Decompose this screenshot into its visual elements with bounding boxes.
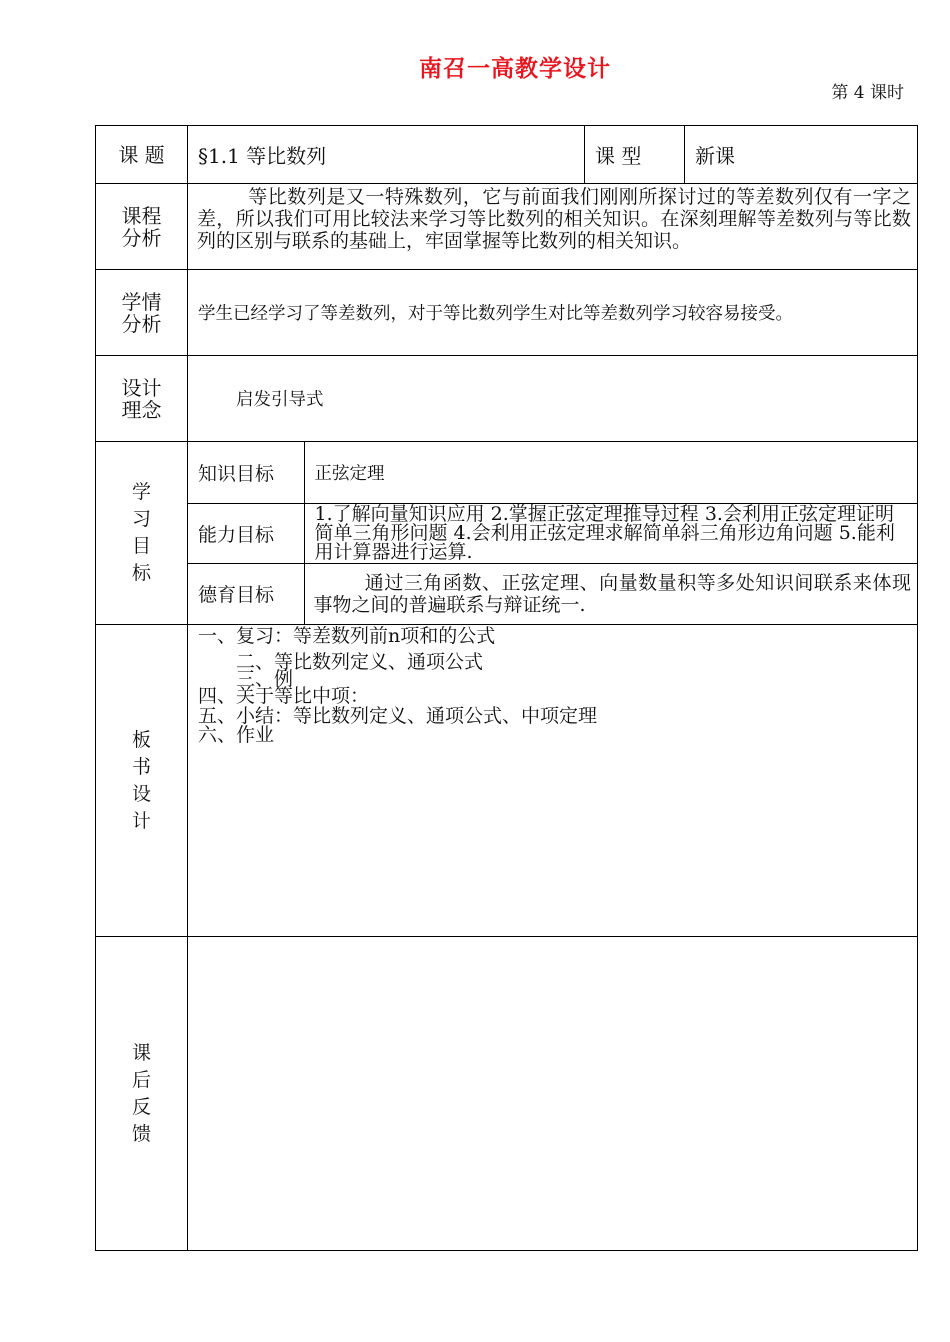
student-analysis-text: 学生已经学习了等差数列，对于等比数列学生对比等差数列学习较容易接受。 [188,270,918,356]
design-concept-label-line1: 设计 [121,375,162,400]
feedback-label-char: 后 [131,1068,151,1091]
knowledge-goal-row [188,442,917,503]
moral-goal-label: 德育目标 [188,563,304,624]
page-title: 南召一高教学设计 [419,55,611,82]
topic-value: §1.1 等比数列 [188,126,585,184]
board-line: 一、复习：等差数列前n项和的公式 [198,625,496,647]
design-concept-text: 启发引导式 [188,356,918,442]
design-concept-label [96,356,188,442]
board-design-label-char: 板 [131,728,151,751]
goals-label [96,442,188,625]
ability-goal-row [188,503,917,563]
feedback-label-char: 反 [131,1095,151,1118]
board-design-label [96,625,188,937]
moral-goal-row [188,563,917,624]
course-analysis-label-line2: 分析 [121,225,162,250]
feedback-content [188,937,918,1251]
student-analysis-label-line1: 学情 [121,289,162,314]
course-analysis-label-line1: 课程 [121,203,162,228]
board-design-content [188,625,918,937]
moral-goal-text: 通过三角函数、正弦定理、向量数量积等多处知识间联系来体现事物之间的普遍联系与辩证统一. [304,563,917,624]
goals-label-char: 习 [131,508,151,530]
board-design-label-char: 计 [131,809,151,832]
student-analysis-label-line2: 分析 [121,311,162,336]
type-label: 课 型 [585,126,685,184]
goals-label-char: 学 [131,481,151,503]
type-value: 新课 [685,126,918,184]
topic-label: 课 题 [96,126,188,184]
lesson-plan-table [95,125,918,1251]
design-concept-row [96,356,918,442]
board-line: 六、作业 [198,724,275,746]
feedback-row [96,937,918,1251]
knowledge-goal-label: 知识目标 [188,442,304,503]
goals-detail [188,442,918,625]
goals-subtable [188,442,917,624]
board-line: 三、例 [236,668,294,690]
board-line: 四、关于等比中项： [198,685,370,707]
board-design-row [96,625,918,937]
course-analysis-text: 等比数列是又一特殊数列，它与前面我们刚刚所探讨过的等差数列仅有一字之差，所以我们可用比较法来学习等比数列的相关知识。在深刻理解等差数列与等比数列的区别与联系的基础上，牢固掌握等比数列的相关知识。 [188,184,918,270]
course-analysis-row [96,184,918,270]
board-design-label-char: 设 [131,782,151,805]
feedback-label-char: 馈 [131,1122,151,1145]
ability-goal-text: 1.了解向量知识应用 2.掌握正弦定理推导过程 3.会利用正弦定理证明简单三角形问题 4.会利用正弦定理求解简单斜三角形边角问题 5.能利用计算器进行运算. [304,503,917,563]
course-analysis-label [96,184,188,270]
lesson-period: 第 4 课时 [831,83,904,103]
feedback-label-char: 课 [131,1041,151,1064]
student-analysis-label [96,270,188,356]
goals-label-char: 标 [131,562,151,584]
student-analysis-row [96,270,918,356]
goals-label-char: 目 [131,535,151,557]
info-row [96,126,918,184]
board-line: 五、小结：等比数列定义、通项公式、中项定理 [198,704,598,727]
knowledge-goal-text: 正弦定理 [304,442,917,503]
design-concept-label-line2: 理念 [121,397,162,422]
ability-goal-label: 能力目标 [188,503,304,563]
goals-row [96,442,918,625]
board-line: 二、等比数列定义、通项公式 [236,650,484,673]
feedback-label [96,937,188,1251]
board-design-label-char: 书 [131,755,151,778]
